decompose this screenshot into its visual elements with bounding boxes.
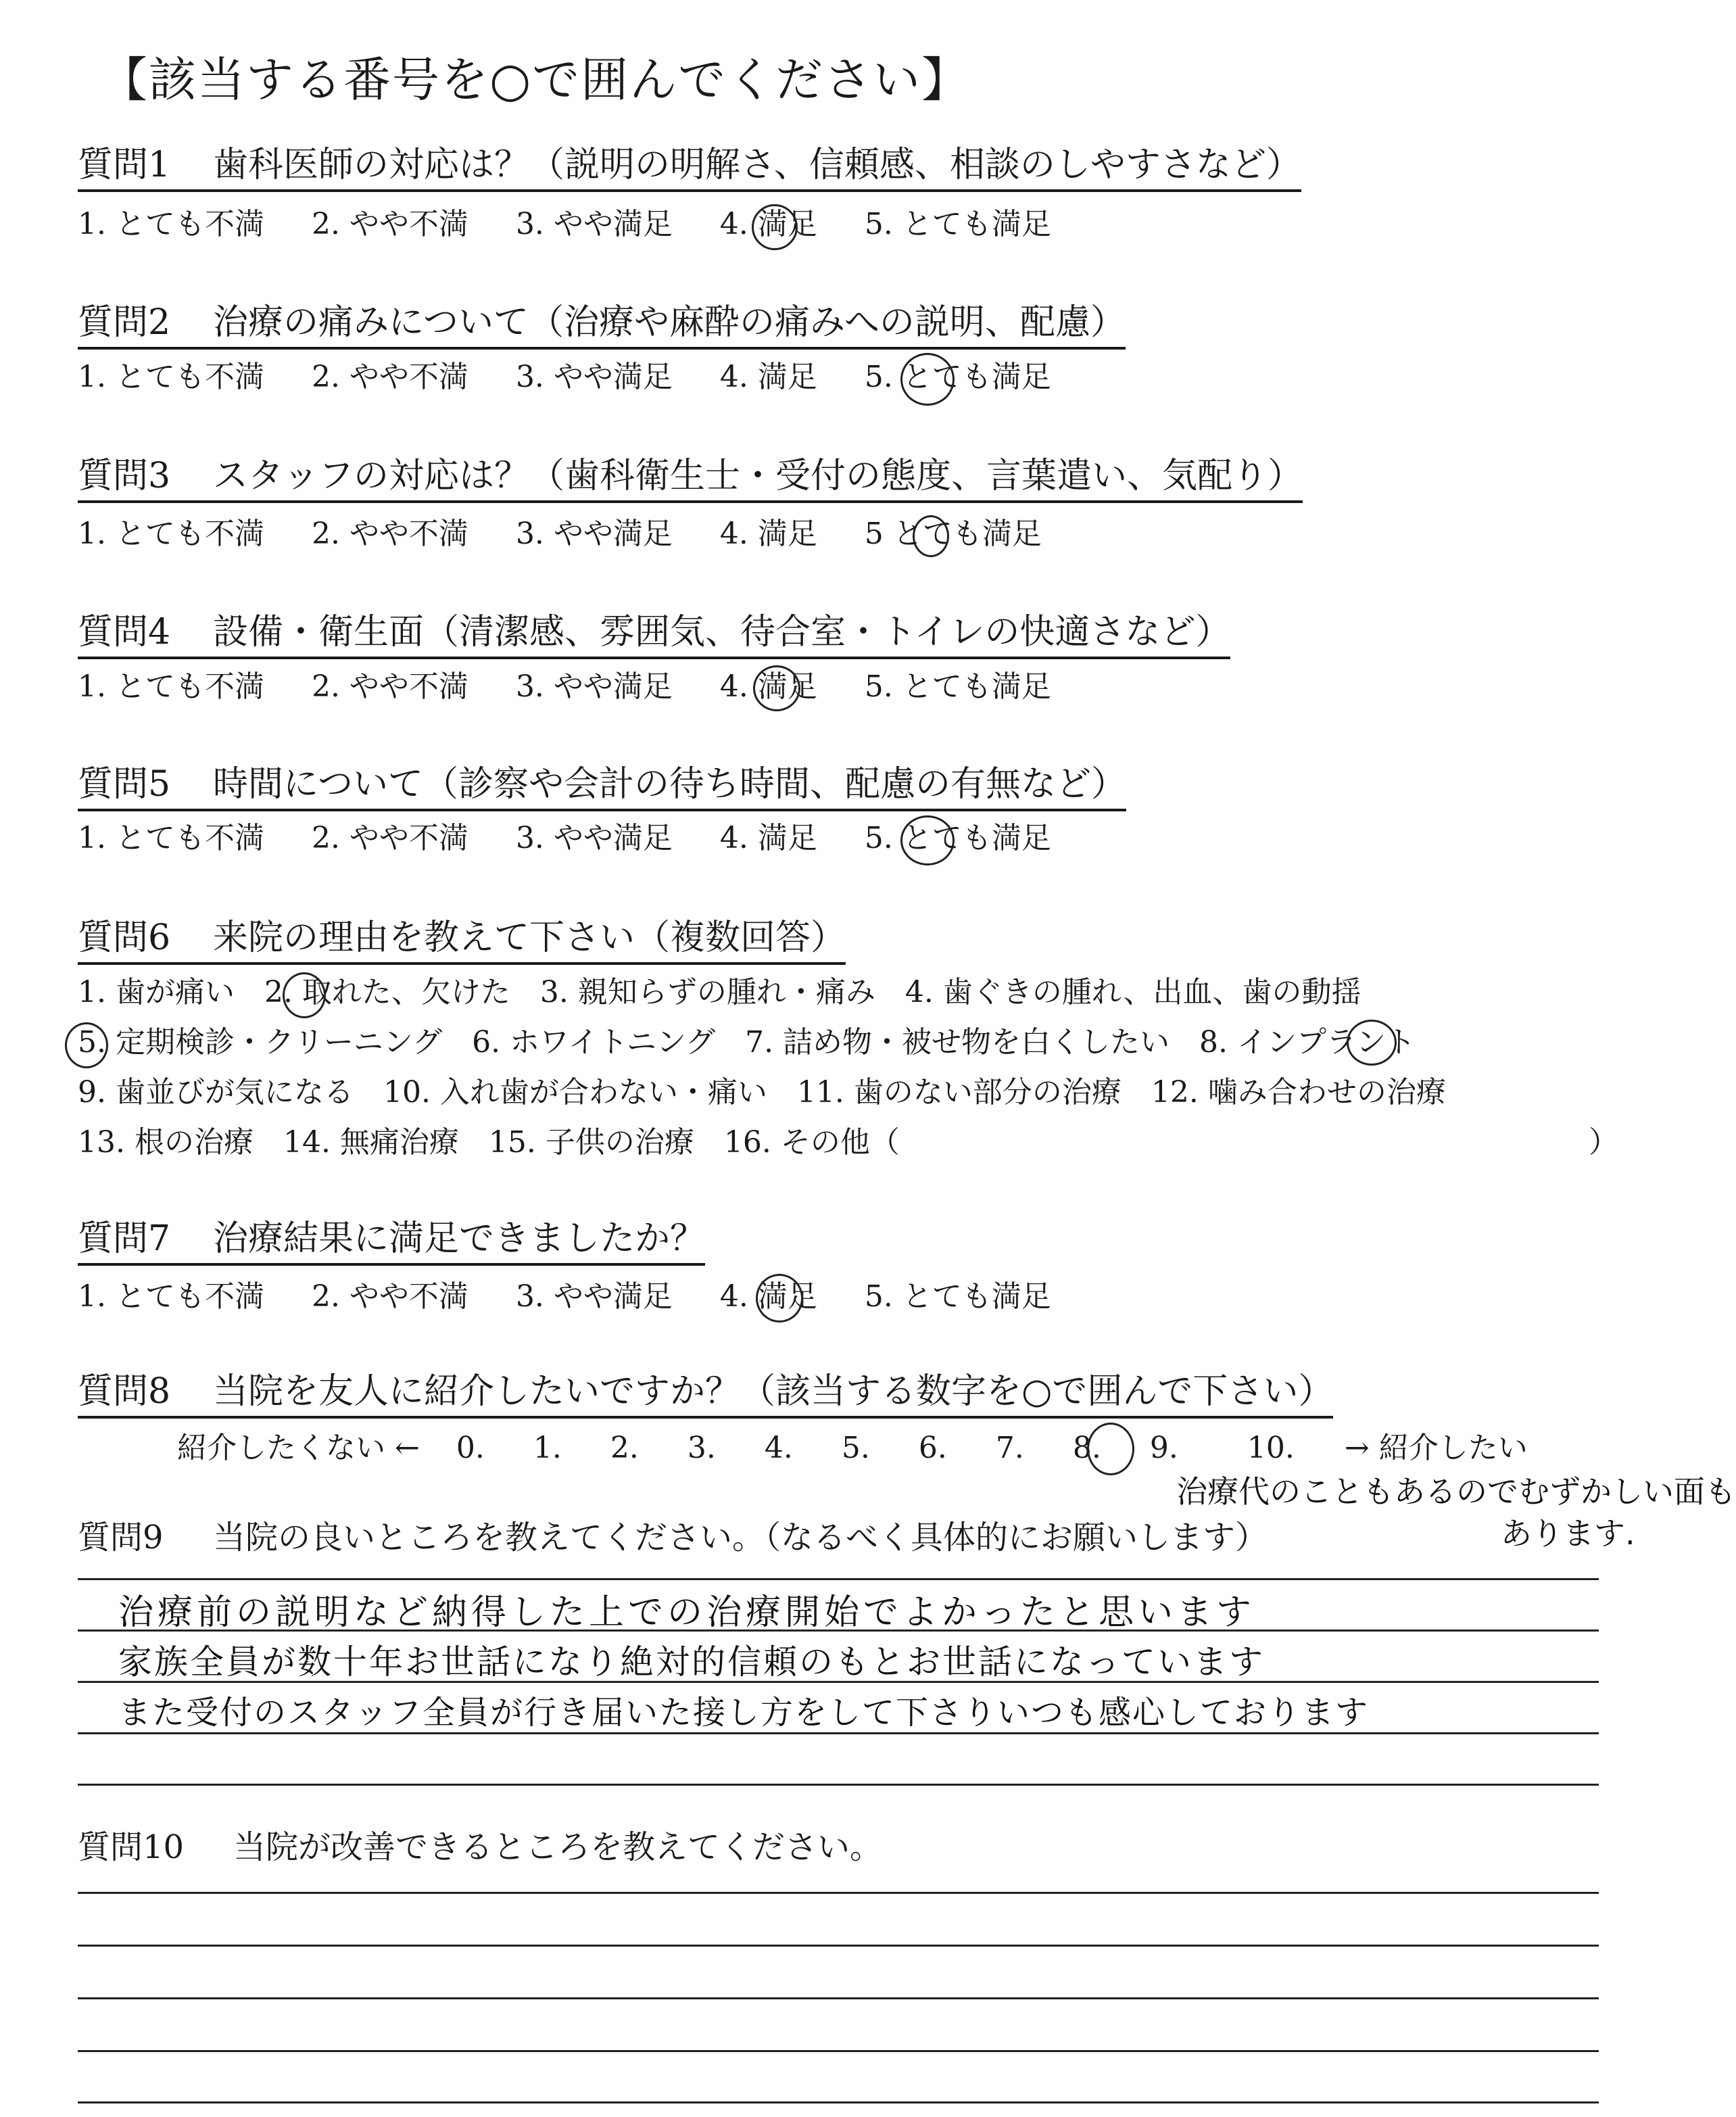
question-8-title [78, 1370, 1333, 1419]
question-2-text: 治療の痛みについて（治療や麻酔の痛みへの説明、配慮） [213, 302, 1126, 343]
page-title: 【該当する番号を○で囲んでください】 [100, 52, 971, 108]
q6-options-line-2[interactable]: 5. 定期検診・クリーニング 6. ホワイトニング 7. 詰め物・被せ物を白くしたい 8. インプラント [78, 1025, 1416, 1060]
q8-scale-2[interactable]: 2. [610, 1431, 639, 1465]
question-3-title [78, 454, 1303, 503]
question-4-options [78, 667, 1089, 707]
q4-option-5[interactable]: 5. とても満足 [864, 669, 1051, 704]
question-7-title [78, 1217, 705, 1266]
q8-right-label: → 紹介したい [1344, 1431, 1528, 1465]
q6-options-line-1[interactable]: 1. 歯が痛い 2. 取れた、欠けた 3. 親知らずの腫れ・痛み 4. 歯ぐきの腫れ、出血、歯の動揺 [78, 975, 1361, 1009]
question-7-options [78, 1277, 1089, 1317]
q8-scale-0[interactable]: 0. [456, 1431, 485, 1465]
q9-answer-text-2[interactable]: 家族全員が数十年お世話になり絶対的信頼のもとお世話になっています [118, 1642, 1265, 1682]
q6-selection-circle-5 [65, 1022, 108, 1068]
q6-selection-circle-8 [1347, 1020, 1397, 1066]
q6-options-line-4[interactable] [78, 1122, 900, 1163]
q5-option-1[interactable]: 1. とても不満 [78, 821, 264, 855]
q1-selection-circle [752, 204, 798, 250]
q5-option-3[interactable]: 3. やや満足 [515, 821, 673, 855]
question-3-text: スタッフの対応は？（歯科衛生士・受付の態度、言葉遣い、気配り） [213, 456, 1303, 496]
q5-option-4[interactable]: 4. 満足 [719, 821, 817, 855]
question-6-title [78, 916, 846, 965]
q8-handwritten-note-line-2: あります. [1501, 1515, 1635, 1552]
q8-scale-10[interactable]: 10. [1247, 1431, 1295, 1465]
q8-scale-6[interactable]: 6. [918, 1431, 947, 1465]
q4-selection-circle [753, 665, 800, 711]
q2-selection-circle [900, 353, 955, 406]
q3-option-3[interactable]: 3. やや満足 [515, 517, 673, 551]
q8-scale-9[interactable]: 9. [1149, 1431, 1178, 1465]
q9-answer-line-1 [78, 1578, 1599, 1580]
question-8-number: 質問8 [78, 1371, 171, 1412]
question-1-options [78, 204, 1089, 245]
q8-scale-1[interactable]: 1. [533, 1431, 562, 1465]
question-2-number: 質問2 [78, 302, 171, 343]
q9-answer-text-1[interactable]: 治療前の説明など納得した上での治療開始でよかったと思います [118, 1592, 1256, 1633]
question-1-text: 歯科医師の対応は？（説明の明解さ、信頼感、相談のしやすさなど） [213, 145, 1301, 185]
q8-scale-7[interactable]: 7. [995, 1431, 1024, 1465]
q8-scale-5[interactable]: 5. [841, 1431, 870, 1465]
question-4-number: 質問4 [78, 612, 171, 652]
q10-answer-line-2[interactable] [78, 1945, 1599, 1947]
q7-option-5[interactable]: 5. とても満足 [864, 1279, 1051, 1314]
q10-answer-line-4[interactable] [78, 2050, 1599, 2052]
q10-answer-line-5[interactable] [78, 2101, 1599, 2103]
q4-option-2[interactable]: 2. やや不満 [311, 669, 468, 704]
question-9-title [78, 1517, 1268, 1558]
question-7-text: 治療結果に満足できましたか？ [213, 1218, 706, 1259]
q4-option-3[interactable]: 3. やや満足 [515, 669, 673, 704]
q1-option-3[interactable]: 3. やや満足 [515, 207, 673, 241]
question-4-title [78, 611, 1230, 659]
q2-option-5[interactable]: 5. とても満足 [864, 360, 1051, 394]
q9-answer-line-5 [78, 1784, 1599, 1786]
q2-option-1[interactable]: 1. とても不満 [78, 360, 264, 394]
question-10-number: 質問10 [78, 1828, 185, 1866]
q9-answer-text-3[interactable]: また受付のスタッフ全員が行き届いた接し方をして下さりいつも感心しております [118, 1694, 1370, 1732]
question-8-text: 当院を友人に紹介したいですか？（該当する数字を○で囲んで下さい） [213, 1371, 1334, 1412]
q2-option-2[interactable]: 2. やや不満 [311, 360, 468, 394]
question-5-number: 質問5 [78, 764, 171, 805]
question-9-text: 当院の良いところを教えてください。（なるべく具体的にお願いします） [213, 1519, 1268, 1556]
q8-left-label: 紹介したくない ← [177, 1431, 420, 1465]
q7-selection-circle [756, 1274, 803, 1323]
question-6-number: 質問6 [78, 918, 171, 958]
question-5-text: 時間について（診察や会計の待ち時間、配慮の有無など） [213, 764, 1126, 805]
q3-option-1[interactable]: 1. とても不満 [78, 517, 264, 551]
question-2-title [78, 301, 1126, 350]
q3-selection-circle [913, 515, 949, 557]
q5-option-2[interactable]: 2. やや不満 [311, 821, 468, 855]
q1-option-1[interactable]: 1. とても不満 [78, 207, 264, 241]
q7-option-1[interactable]: 1. とても不満 [78, 1279, 264, 1314]
question-4-text: 設備・衛生面（清潔感、雰囲気、待合室・トイレの快適さなど） [213, 612, 1231, 652]
q8-scale-4[interactable]: 4. [764, 1431, 793, 1465]
q7-option-3[interactable]: 3. やや満足 [515, 1279, 673, 1314]
q8-handwritten-note-line-1: 治療代のこともあるのでむずかしい面も [1176, 1473, 1736, 1510]
q2-option-4[interactable]: 4. 満足 [719, 360, 817, 394]
q3-option-2[interactable]: 2. やや不満 [311, 517, 468, 551]
q1-option-2[interactable]: 2. やや不満 [311, 207, 468, 241]
q5-selection-circle [900, 815, 955, 865]
question-7-number: 質問7 [78, 1218, 171, 1259]
q4-option-1[interactable]: 1. とても不満 [78, 669, 264, 704]
q4-option-4[interactable]: 4. 満足 [719, 669, 817, 704]
question-10-title [78, 1827, 882, 1868]
q8-scale-8[interactable]: 8. [1072, 1431, 1101, 1465]
question-3-number: 質問3 [78, 456, 171, 496]
q1-option-4[interactable]: 4. 満足 [719, 207, 817, 241]
q6-selection-circle-2 [283, 972, 326, 1018]
question-5-title [78, 763, 1126, 811]
q3-option-4[interactable]: 4. 満足 [719, 517, 817, 551]
q6-other-close-paren: ） [1589, 1125, 1618, 1160]
q8-selection-circle [1087, 1423, 1134, 1475]
question-9-number: 質問9 [78, 1519, 164, 1556]
q6-options-line-3[interactable]: 9. 歯並びが気になる 10. 入れ歯が合わない・痛い 11. 歯のない部分の治療 12. 噛み合わせの治療 [78, 1075, 1446, 1110]
q6-line-4-text: 13. 根の治療 14. 無痛治療 15. 子供の治療 16. その他（ [78, 1125, 900, 1160]
q3-option-5[interactable]: 5 とても満足 [864, 517, 1042, 551]
question-10-text: 当院が改善できるところを教えてください。 [233, 1828, 883, 1866]
question-1-title [78, 143, 1301, 192]
q8-scale-3[interactable]: 3. [687, 1431, 716, 1465]
q10-answer-line-3[interactable] [78, 1997, 1599, 1999]
q8-scale [177, 1428, 1528, 1469]
q7-option-4[interactable]: 4. 満足 [719, 1279, 817, 1314]
q10-answer-line-1[interactable] [78, 1892, 1599, 1894]
question-1-number: 質問1 [78, 145, 171, 185]
question-6-text: 来院の理由を教えて下さい（複数回答） [213, 918, 846, 958]
q7-option-2[interactable]: 2. やや不満 [311, 1279, 468, 1314]
q1-option-5[interactable]: 5. とても満足 [864, 207, 1051, 241]
q2-option-3[interactable]: 3. やや満足 [515, 360, 673, 394]
q5-option-5[interactable]: 5. とても満足 [864, 821, 1051, 855]
